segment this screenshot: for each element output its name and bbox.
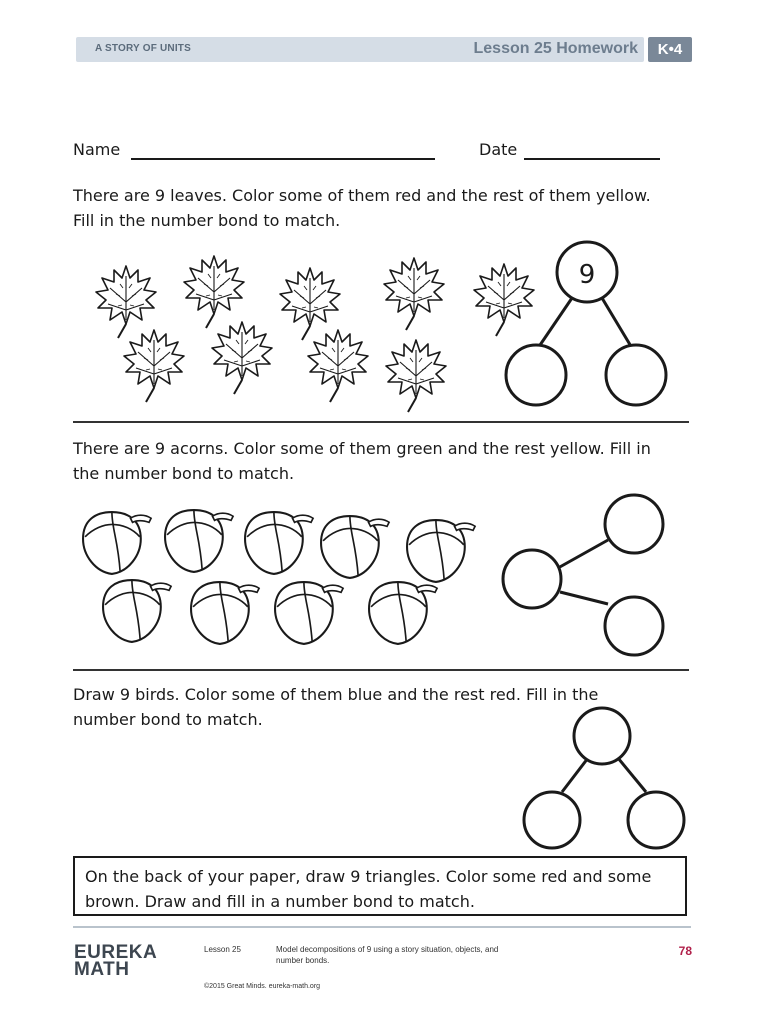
problem-1-text-line2: Fill in the number bond to match. — [73, 211, 341, 230]
acorn-icon[interactable] — [156, 508, 238, 574]
eureka-math-logo — [74, 944, 157, 978]
date-field[interactable] — [524, 158, 660, 160]
name-field[interactable] — [131, 158, 435, 160]
bond-1-connector-left — [538, 298, 572, 348]
name-label: Name — [73, 140, 121, 159]
problem-1-text-line1: There are 9 leaves. Color some of them red and the rest of them yellow. — [73, 186, 651, 205]
footer-lesson: Lesson 25 — [204, 945, 241, 954]
page-number: 78 — [678, 944, 692, 958]
bond-1-part-left[interactable] — [506, 345, 566, 405]
footer-rule — [73, 926, 691, 928]
acorn-icon[interactable] — [360, 580, 442, 646]
number-bond-2 — [498, 492, 678, 664]
footer-objective-line1: Model decompositions of 9 using a story situation, objects, and — [276, 945, 499, 954]
acorn-icon[interactable] — [266, 580, 348, 646]
number-bond-1 — [498, 238, 678, 410]
back-of-paper-task-box — [73, 856, 687, 916]
final-task-line1: On the back of your paper, draw 9 triangles. Color some red and some — [85, 867, 652, 886]
bond-3-part-left[interactable] — [524, 792, 580, 848]
footer-copyright: ©2015 Great Minds. eureka-math.org — [204, 983, 321, 990]
bond-2-connector-bottom — [560, 592, 608, 604]
acorn-icon[interactable] — [312, 514, 394, 580]
bond-1-part-right[interactable] — [606, 345, 666, 405]
divider-2 — [73, 669, 689, 671]
bird-drawing-area[interactable] — [73, 735, 513, 845]
acorn-icon[interactable] — [182, 580, 264, 646]
maple-leaf-icon[interactable] — [300, 326, 376, 406]
date-label: Date — [479, 140, 518, 159]
final-task-line2: brown. Draw and fill in a number bond to match. — [85, 892, 475, 911]
bond-1-connector-right — [602, 298, 632, 348]
divider-1 — [73, 421, 689, 423]
bond-1-whole-value: 9 — [578, 260, 596, 290]
acorn-icon[interactable] — [236, 510, 318, 576]
bond-2-part-bottom[interactable] — [605, 597, 663, 655]
grade-module-badge: K•4 — [648, 37, 692, 62]
logo-line-eureka: EUREKA — [74, 942, 158, 963]
bond-2-whole-circle[interactable] — [503, 550, 561, 608]
maple-leaf-icon[interactable] — [116, 326, 192, 406]
maple-leaf-icon[interactable] — [204, 318, 280, 398]
bond-3-part-right[interactable] — [628, 792, 684, 848]
bond-3-connector-right — [618, 758, 646, 792]
maple-leaf-icon[interactable] — [376, 254, 452, 334]
problem-2-text-line2: the number bond to match. — [73, 464, 295, 483]
series-label: A STORY OF UNITS — [95, 43, 191, 54]
footer-objective-line2: number bonds. — [276, 956, 330, 965]
bond-3-connector-left — [562, 758, 588, 792]
logo-line-math: MATH — [74, 959, 130, 980]
acorn-icon[interactable] — [74, 510, 156, 576]
number-bond-3 — [518, 704, 688, 854]
problem-2-text-line1: There are 9 acorns. Color some of them green and the rest yellow. Fill in — [73, 439, 651, 458]
bond-2-part-top[interactable] — [605, 495, 663, 553]
lesson-title: Lesson 25 Homework — [473, 40, 638, 57]
maple-leaf-icon[interactable] — [378, 336, 454, 416]
acorn-icon[interactable] — [94, 578, 176, 644]
acorn-icon[interactable] — [398, 518, 480, 584]
bond-2-connector-top — [558, 540, 608, 568]
bond-3-whole-circle[interactable] — [574, 708, 630, 764]
footer-objective — [276, 944, 556, 966]
problem-3-text-line2: number bond to match. — [73, 710, 263, 729]
problem-3-text-line1: Draw 9 birds. Color some of them blue and the rest red. Fill in the — [73, 685, 599, 704]
